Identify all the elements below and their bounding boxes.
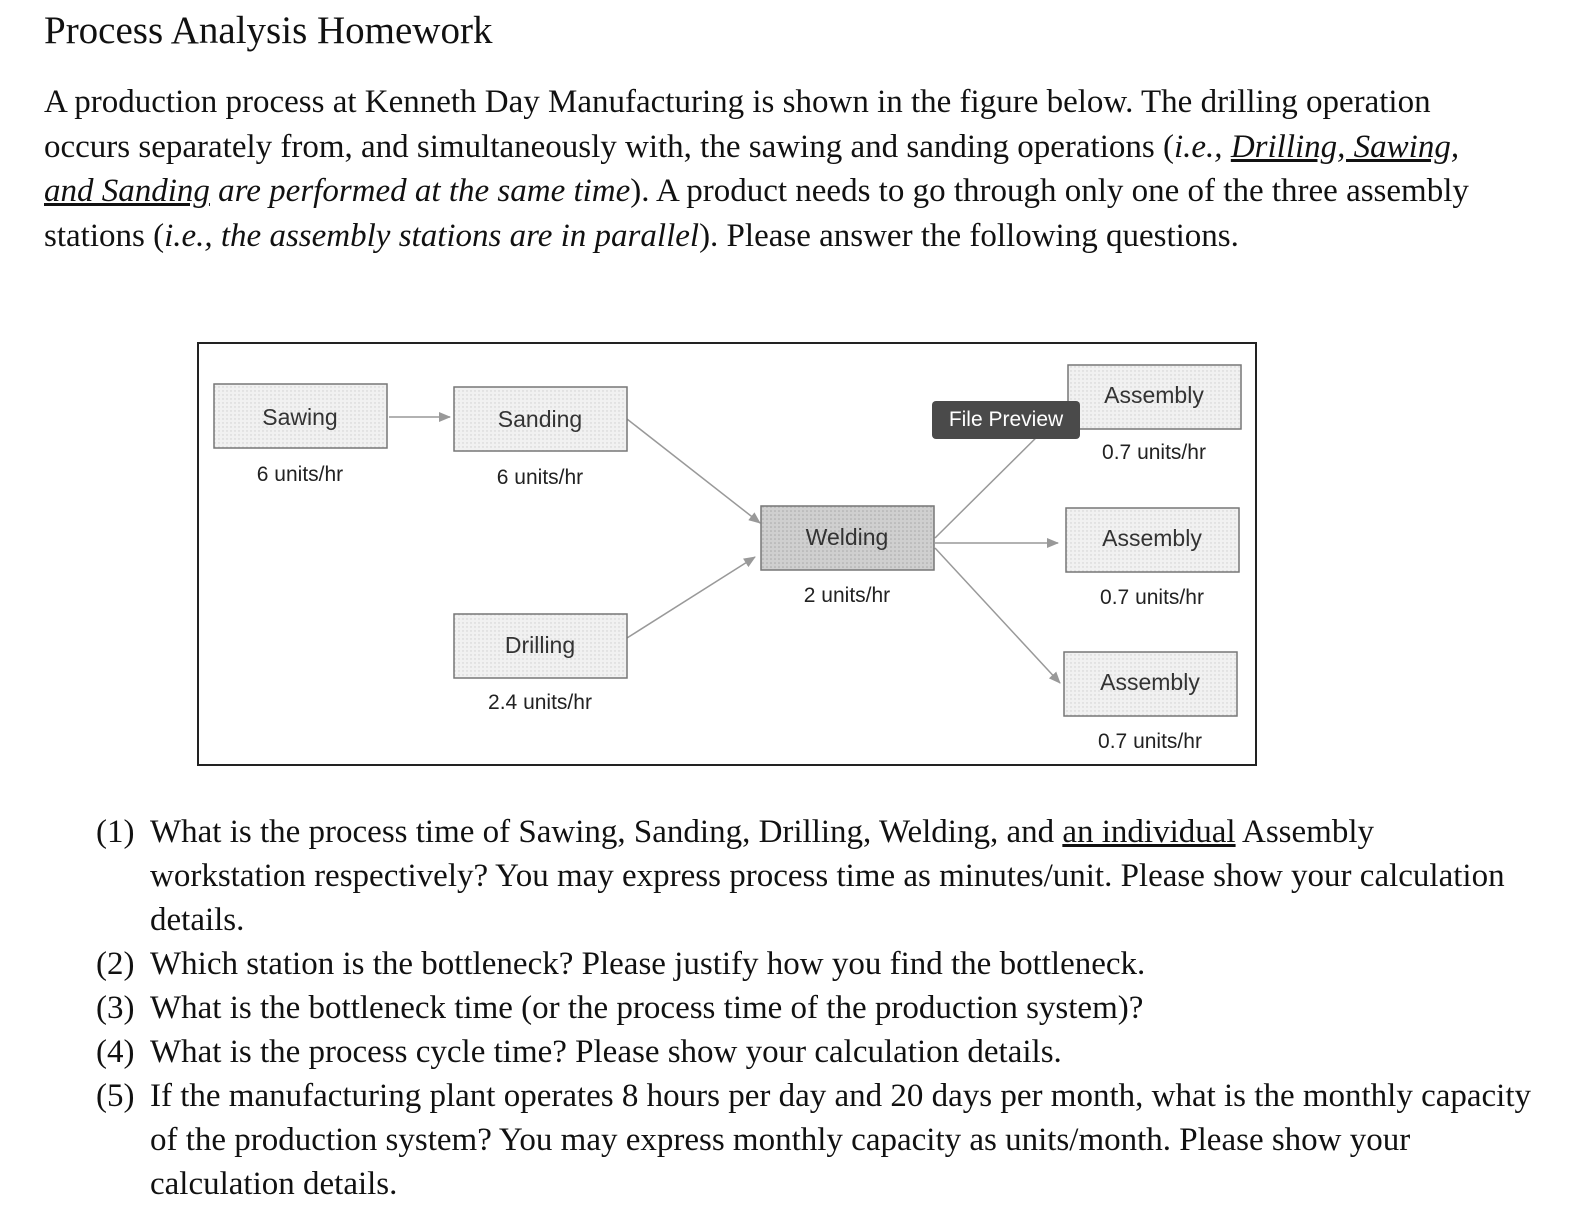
station-drilling-rate: 2.4 units/hr bbox=[488, 691, 592, 714]
question-2-text: Which station is the bottleneck? Please justify how you find the bottleneck. bbox=[150, 946, 1146, 982]
intro-paragraph bbox=[44, 80, 1484, 258]
question-5-text: If the manufacturing plant operates 8 hours per day and 20 days per month, what is the monthly capacity of the production system? You may express monthly capacity as units/month. Please show your calculation details. bbox=[150, 1078, 1532, 1202]
arrow-sanding-welding bbox=[627, 419, 760, 523]
station-welding-name: Welding bbox=[805, 524, 889, 550]
station-assembly-1-name: Assembly bbox=[1104, 382, 1204, 408]
station-assembly-3-name: Assembly bbox=[1100, 669, 1200, 695]
station-assembly-1 bbox=[1068, 365, 1241, 464]
station-assembly-2-rate: 0.7 units/hr bbox=[1100, 586, 1204, 609]
intro-ie-1: i.e., bbox=[1173, 128, 1231, 165]
station-assembly-2-name: Assembly bbox=[1102, 525, 1202, 551]
process-flow-diagram bbox=[190, 338, 1300, 788]
station-drilling-name: Drilling bbox=[504, 632, 576, 658]
question-1-text: What is the process time of Sawing, Sanding, Drilling, Welding, and bbox=[150, 814, 1063, 850]
question-5-number: (5) bbox=[96, 1078, 135, 1114]
station-sanding bbox=[454, 387, 627, 489]
question-4-number: (4) bbox=[96, 1034, 135, 1070]
file-preview-button[interactable]: File Preview bbox=[932, 401, 1080, 439]
station-assembly-3 bbox=[1064, 652, 1237, 753]
station-assembly-3-rate: 0.7 units/hr bbox=[1098, 730, 1202, 753]
intro-parallel: i.e., the assembly stations are in parallel bbox=[164, 217, 700, 254]
station-sanding-rate: 6 units/hr bbox=[496, 466, 584, 489]
question-4-text: What is the process cycle time? Please show your calculation details. bbox=[150, 1034, 1062, 1070]
question-1-text-rest: Assembly workstation respectively? You may express process time as minutes/unit. Please show your calculation details. bbox=[150, 814, 1505, 938]
station-sawing-rate: 6 units/hr bbox=[256, 463, 344, 486]
intro-operations-underlined: Drilling, Sawing, and Sanding bbox=[44, 128, 1460, 209]
arrow-welding-assembly-3 bbox=[935, 548, 1060, 683]
station-assembly-1-rate: 0.7 units/hr bbox=[1102, 441, 1206, 464]
question-3-text: What is the bottleneck time (or the process time of the production system)? bbox=[150, 990, 1144, 1026]
question-list bbox=[96, 810, 1536, 1206]
station-welding-rate: 2 units/hr bbox=[803, 584, 891, 607]
station-assembly-2 bbox=[1066, 508, 1239, 609]
intro-text-2: ). A product needs to go through only one of the three assembly stations ( bbox=[44, 173, 1469, 254]
station-sawing-name: Sawing bbox=[262, 404, 338, 430]
question-1 bbox=[96, 810, 1536, 942]
station-drilling bbox=[454, 614, 627, 714]
question-3 bbox=[96, 986, 1536, 1030]
question-4 bbox=[96, 1030, 1536, 1074]
question-2-number: (2) bbox=[96, 946, 135, 982]
intro-text-1: A production process at Kenneth Day Manufacturing is shown in the figure below. The drilling operation occurs separately from, and simultaneously with, the sawing and sanding operations ( bbox=[44, 84, 1431, 165]
question-3-number: (3) bbox=[96, 990, 135, 1026]
question-1-underlined: an individual bbox=[1062, 814, 1236, 850]
page-title: Process Analysis Homework bbox=[44, 9, 493, 52]
station-sawing bbox=[214, 384, 387, 486]
question-2 bbox=[96, 942, 1536, 986]
station-welding bbox=[761, 506, 934, 607]
question-1-number: (1) bbox=[96, 814, 135, 850]
question-5 bbox=[96, 1074, 1536, 1206]
intro-same-time: are performed at the same time bbox=[209, 173, 631, 209]
intro-text-3: ). Please answer the following questions. bbox=[699, 217, 1239, 254]
arrow-drilling-welding bbox=[627, 557, 755, 638]
station-sanding-name: Sanding bbox=[497, 406, 583, 432]
process-flow-figure bbox=[190, 338, 1300, 788]
